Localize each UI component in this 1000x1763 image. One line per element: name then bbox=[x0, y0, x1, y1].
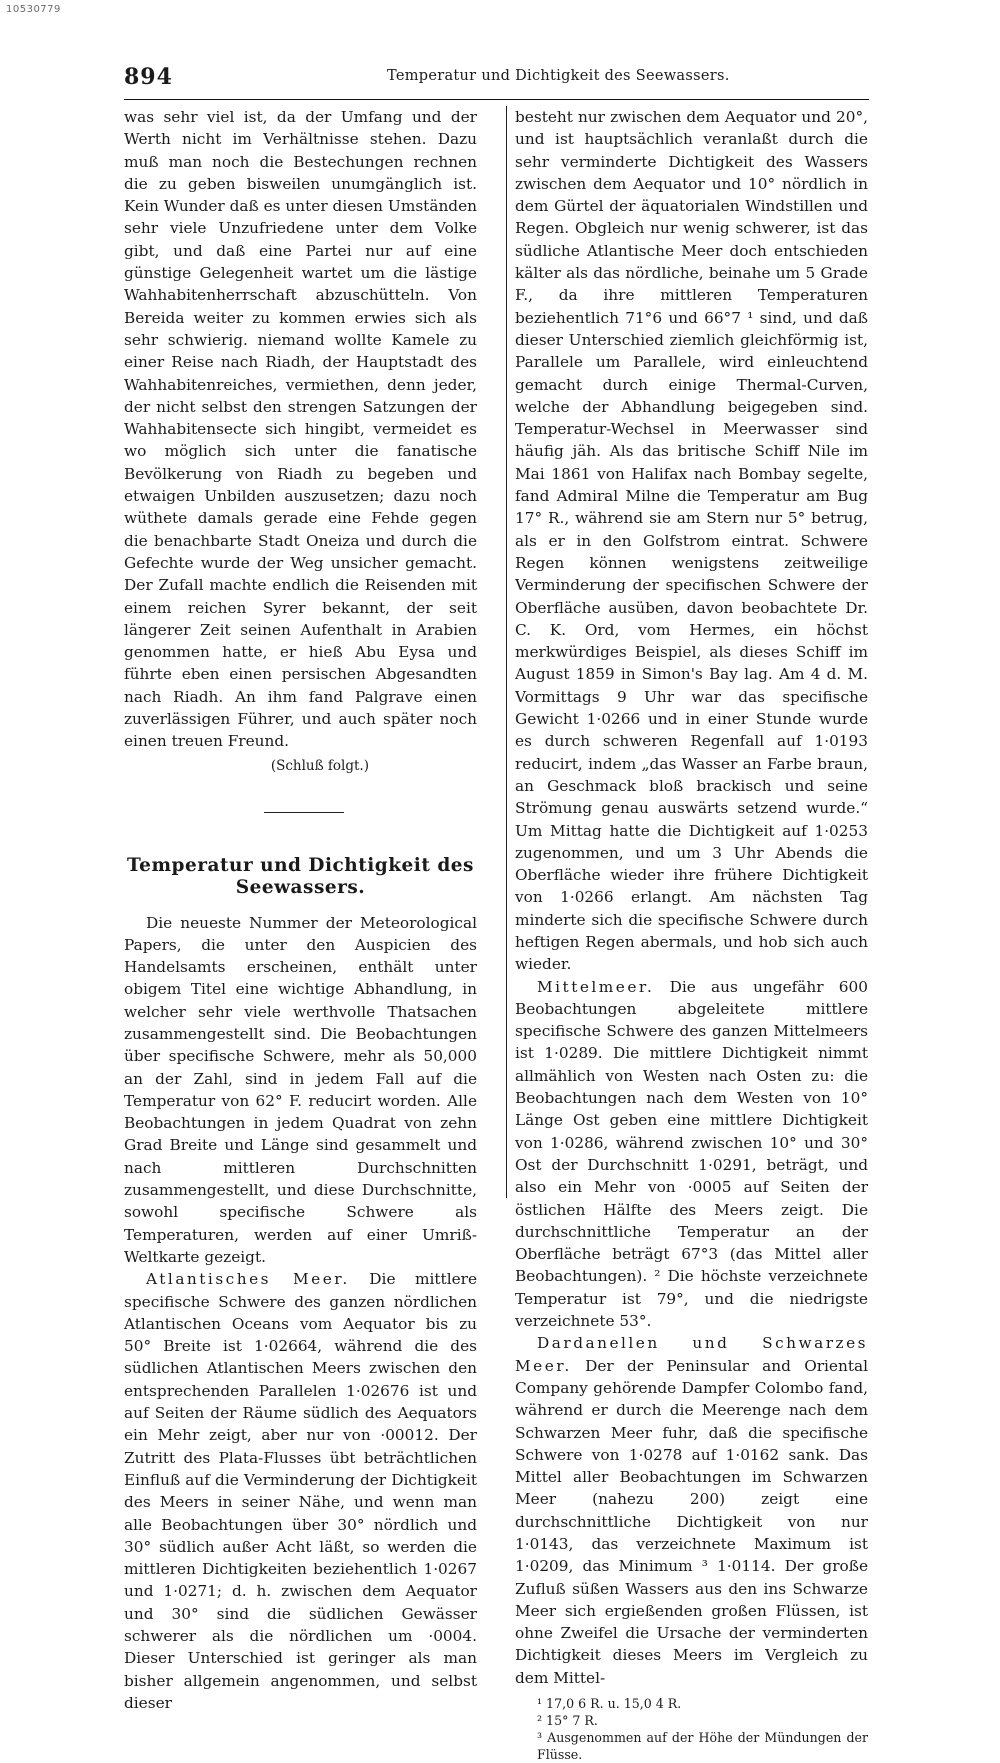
footnote: ¹ 17,0 6 R. u. 15,0 4 R. bbox=[537, 1696, 682, 1712]
left-column bbox=[124, 106, 477, 1714]
paragraph-atlantic bbox=[124, 1268, 477, 1714]
right-column bbox=[515, 106, 868, 1763]
paragraph-continued: was sehr viel ist, da der Umfang und der Werth nicht im Verhältnisse stehen. Dazu muß man noch die Bestechungen rechnen die zu geben bisweilen unumgänglich ist. Kein Wunder daß es unter diesen Umständen sehr viele Unzufriedene unter dem Volke gibt, und daß eine Partei nur auf eine günstige Gelegenheit wartet um die lästige Wahhabitenherrschaft abzuschütteln. Von Bereida weiter zu kommen erwies sich als sehr schwierig. niemand wollte Kamele zu einer Reise nach Riadh, der Hauptstadt des Wahhabitenreiches, vermiethen, denn jeder, der nicht selbst den strengen Satzungen der Wahhabitensecte sich hingibt, vermeidet es wo möglich sich unter die fanatische Bevölkerung von Riadh zu begeben und etwaigen Unbilden auszusetzen; dazu noch wüthete damals gerade eine Fehde gegen die benachbarte Stadt Oneiza und durch die Gefechte wurde der Weg unsicher gemacht. Der Zufall machte endlich die Reisenden mit einem reichen Syrer bekannt, der seit längerer Zeit seinen Aufenthalt in Arabien genommen hatte, er hieß Abu Eysa und führte eben einen persischen Abgesandten nach Riadh. An ihm fand Palgrave einen zuverlässigen Führer, und auch später noch einen treuen Freund. bbox=[124, 108, 477, 751]
text-black-sea: Der der Peninsular and Oriental Company gehörende Dampfer Colombo fand, während er durch die Meerenge nach dem Schwarzen Meer fuhr, daß die specifische Schwere von 1·0278 auf 1·0162 sank. Das Mittel aller Beobachtungen im Schwarzen Meer (nahezu 200) zeigt eine durchschnittliche Dichtigkeit von nur 1·0143, das verzeichnete Maximum ist 1·0209, das Minimum ³ 1·0114. Der große Zufluß süßen Wassers aus den ins Schwarze Meer sich ergießenden großen Flüssen, ist ohne Zweifel die Ursache der verminderten Dichtigkeit dieses Meers im Vergleich zu dem Mittel- bbox=[515, 1356, 868, 1687]
paragraph-mediterranean bbox=[515, 976, 868, 1333]
footnotes bbox=[515, 1695, 868, 1763]
paragraph-intro: Die neueste Nummer der Meteorological Papers, die unter den Auspicien des Handelsamts erscheinen, enthält unter obigem Titel eine wichtige Abhandlung, in welcher sehr viele werthvolle Thatsachen zusammengestellt sind. Die Beobachtungen über specifische Schwere, mehr als 50,000 an der Zahl, sind in jedem Fall auf die Temperatur von 62° F. reducirt worden. Alle Beobachtungen in jedem Quadrat von zehn Grad Breite und Länge sind gesammelt und nach mittleren Durchschnitten zusammengestellt, und diese Durchschnitte, sowohl specifische Schwere als Temperaturen, werden auf einer Umriß-Weltkarte gezeigt. bbox=[124, 913, 477, 1266]
header-rule bbox=[124, 99, 869, 100]
lead-mediterranean: Mittelmeer. bbox=[537, 977, 655, 996]
text-atlantic: Die mittlere specifische Schwere des ganzen nördlichen Atlantischen Oceans vom Aequator bis zu 50° Breite ist 1·02664, während die des südlichen Atlantischen Meers zwischen den entsprechenden Parallelen 1·02676 ist und auf Seiten der Räume südlich des Aequators ein Mehr zeigt, aber nur von ·00012. Der Zutritt des Plata-Flusses übt beträchtlichen Einfluß auf die Verminderung der Dichtigkeit des Meers in seiner Nähe, und wenn man alle Beobachtungen über 30° nördlich und 30° südlich außer Acht läßt, so werden die mittleren Dichtigkeiten beziehentlich 1·0267 und 1·0271; d. h. zwischen dem Aequator und 30° sind die südlichen Gewässer schwerer als die nördlichen um ·0004. Dieser Unterschied ist geringer als man bisher allgemein angenommen, und selbst dieser bbox=[124, 1270, 478, 1712]
text-mediterranean: Die aus ungefähr 600 Beobachtungen abgeleitete mittlere specifische Schwere des ganzen Mittelmeers ist 1·0289. Die mittlere Dichtigkeit nimmt allmählich von Westen nach Osten zu: die Beobachtungen nach dem Westen von 10° Länge Ost geben eine mittlere Dichtigkeit von 1·0286, während zwischen 10° und 30° Ost der Durchschnitt 1·0291, beträgt, und also ein Mehr von ·0005 auf Seiten der östlichen Hälfte des Meers zeigt. Die durchschnittliche Temperatur an der Oberfläche beträgt 67°3 (das Mittel aller Beobachtungen). ² Die höchste verzeichnete Temperatur ist 79°, und die niedrigste verzeichnete 53°. bbox=[515, 977, 868, 1331]
section-separator bbox=[264, 812, 344, 813]
footnote: ³ Ausgenommen auf der Höhe der Mündungen der Flüsse. bbox=[537, 1730, 868, 1763]
lead-black-sea: Dardanellen und Schwarzes Meer. bbox=[515, 1334, 868, 1375]
lead-atlantic: Atlantisches Meer. bbox=[146, 1270, 350, 1289]
section-heading: Temperatur und Dichtigkeit des Seewassers. bbox=[127, 854, 474, 899]
scan-id: 10530779 bbox=[6, 4, 61, 15]
running-title: Temperatur und Dichtigkeit des Seewassers. bbox=[387, 68, 730, 84]
paragraph-black-sea bbox=[515, 1332, 868, 1689]
to-be-continued-note: (Schluß folgt.) bbox=[270, 757, 369, 774]
paragraph-atlantic-continued: besteht nur zwischen dem Aequator und 20°, und ist hauptsächlich veranlaßt durch die sehr verminderte Dichtigkeit des Wassers zwischen dem Aequator und 10° nördlich in dem Gürtel der äquatorialen Windstillen und Regen. Obgleich nur wenig schwerer, ist das südliche Atlantische Meer doch entschieden kälter als das nördliche, beinahe um 5 Grade F., da ihre mittleren Temperaturen beziehentlich 71°6 und 66°7 ¹ sind, und daß dieser Unterschied ziemlich gleichförmig ist, Parallele um Parallele, wird einleuchtend gemacht durch einige Thermal-Curven, welche der Abhandlung beigegeben sind. Temperatur-Wechsel in Meerwasser sind häufig jäh. Als das britische Schiff Nile im Mai 1861 von Halifax nach Bombay segelte, fand Admiral Milne die Temperatur am Bug 17° R., während sie am Stern nur 5° betrug, als er in den Golfstrom eintrat. Schwere Regen können wenigstens zeitweilige Verminderung der specifischen Schwere der Oberfläche ausüben, davon beobachtete Dr. C. K. Ord, vom Hermes, ein höchst merkwürdiges Beispiel, als dieses Schiff im August 1859 in Simon's Bay lag. Am 4 d. M. Vormittags 9 Uhr war das specifische Gewicht 1·0266 und in einer Stunde wurde es durch schweren Regenfall auf 1·0193 reducirt, indem „das Wasser an Farbe braun, an Geschmack bloß brackisch und seine Strömung genau auswärts setzend wurde.“ Um Mittag hatte die Dichtigkeit auf 1·0253 zugenommen, und um 3 Uhr Abends die Oberfläche wieder ihre frühere Dichtigkeit von 1·0266 erlangt. Am nächsten Tag minderte sich die specifische Schwere durch heftigen Regen abermals, und hob sich auch wieder. bbox=[515, 108, 868, 974]
column-divider bbox=[506, 106, 507, 1198]
footnote: ² 15° 7 R. bbox=[537, 1713, 598, 1729]
page-number: 894 bbox=[124, 64, 173, 90]
